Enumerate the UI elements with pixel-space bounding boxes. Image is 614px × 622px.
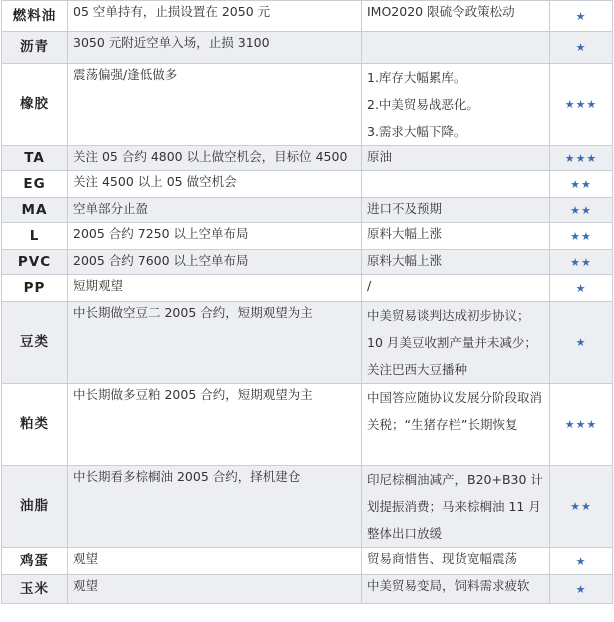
commodity-name: MA <box>2 198 68 223</box>
strategy-text: 震荡偏强/逢低做多 <box>73 67 178 82</box>
strategy-cell <box>68 548 362 575</box>
rating-stars-icon: ★★ <box>550 198 613 223</box>
strategy-text: 中长期做多豆粕 2005 合约，短期观望为主 <box>73 387 313 402</box>
reason-cell <box>362 275 550 302</box>
strategy-text: 3050 元附近空单入场，止损 3100 <box>73 35 270 50</box>
strategy-text: 2005 合约 7600 以上空单布局 <box>73 253 249 268</box>
strategy-cell <box>68 32 362 64</box>
reason-text: 贸易商惜售、现货宽幅震荡 <box>367 551 518 566</box>
reason-cell <box>362 302 550 384</box>
rating-stars-icon: ★★★ <box>550 64 613 146</box>
rating-stars-icon: ★ <box>550 32 613 64</box>
reason-text: 进口不及预期 <box>367 201 443 216</box>
strategy-cell <box>68 466 362 548</box>
reason-text: 3.需求大幅下降。 <box>367 124 467 139</box>
strategy-text: 关注 05 合约 4800 以上做空机会，目标位 4500 <box>73 149 348 164</box>
reason-text: 中美贸易变局，饲料需求疲软 <box>367 578 530 593</box>
table-body <box>2 1 613 604</box>
reason-cell <box>362 548 550 575</box>
reason-cell <box>362 384 550 466</box>
reason-cell <box>362 250 550 275</box>
table-row <box>2 146 613 171</box>
commodity-name: EG <box>2 171 68 198</box>
strategy-text: 短期观望 <box>73 278 124 293</box>
reason-cell <box>362 64 550 146</box>
reason-text: 关注巴西大豆播种 <box>367 362 468 377</box>
rating-stars-icon: ★ <box>550 1 613 32</box>
table-row <box>2 171 613 198</box>
strategy-cell <box>68 384 362 466</box>
reason-cell <box>362 146 550 171</box>
commodity-name: TA <box>2 146 68 171</box>
strategy-cell <box>68 575 362 604</box>
commodity-name: 油脂 <box>2 466 68 548</box>
strategy-cell <box>68 64 362 146</box>
table-row <box>2 575 613 604</box>
table-row <box>2 223 613 250</box>
table-row <box>2 466 613 548</box>
commodity-name: 粕类 <box>2 384 68 466</box>
strategy-table <box>1 0 613 604</box>
strategy-text: 中长期看多棕榈油 2005 合约，择机建仓 <box>73 469 301 484</box>
reason-text: / <box>367 278 372 293</box>
commodity-name: 玉米 <box>2 575 68 604</box>
reason-cell <box>362 575 550 604</box>
rating-stars-icon: ★ <box>550 575 613 604</box>
table-row <box>2 32 613 64</box>
table-row <box>2 1 613 32</box>
rating-stars-icon: ★★ <box>550 250 613 275</box>
reason-text: 印尼棕榈油减产，B20+B30 计划提振消费；马来棕榈油 11 月整体出口放缓 <box>367 472 543 541</box>
table-row <box>2 250 613 275</box>
commodity-name: 橡胶 <box>2 64 68 146</box>
strategy-cell <box>68 1 362 32</box>
reason-text: 原料大幅上涨 <box>367 226 443 241</box>
strategy-text: 空单部分止盈 <box>73 201 149 216</box>
strategy-cell <box>68 146 362 171</box>
strategy-text: 2005 合约 7250 以上空单布局 <box>73 226 249 241</box>
reason-text: 原油 <box>367 149 393 164</box>
strategy-cell <box>68 223 362 250</box>
commodity-name: PVC <box>2 250 68 275</box>
rating-stars-icon: ★★★ <box>550 384 613 466</box>
reason-cell <box>362 223 550 250</box>
strategy-cell <box>68 198 362 223</box>
commodity-name: 燃料油 <box>2 1 68 32</box>
reason-cell <box>362 1 550 32</box>
reason-text: 中美贸易谈判达成初步协议； <box>367 308 530 323</box>
rating-stars-icon: ★ <box>550 275 613 302</box>
rating-stars-icon: ★★★ <box>550 146 613 171</box>
reason-text: 原料大幅上涨 <box>367 253 443 268</box>
reason-cell <box>362 171 550 198</box>
rating-stars-icon: ★ <box>550 302 613 384</box>
commodity-name: PP <box>2 275 68 302</box>
reason-text: 2.中美贸易战恶化。 <box>367 97 479 112</box>
reason-text: 10 月美豆收割产量并未减少； <box>367 335 537 350</box>
table-row <box>2 302 613 384</box>
reason-cell <box>362 32 550 64</box>
commodity-name: L <box>2 223 68 250</box>
strategy-cell <box>68 275 362 302</box>
reason-text: 中国答应随协议发展分阶段取消关税；“生猪存栏”长期恢复 <box>367 390 543 432</box>
table-row <box>2 64 613 146</box>
strategy-cell <box>68 302 362 384</box>
commodity-name: 沥青 <box>2 32 68 64</box>
rating-stars-icon: ★★ <box>550 223 613 250</box>
strategy-text: 观望 <box>73 551 99 566</box>
commodity-name: 豆类 <box>2 302 68 384</box>
rating-stars-icon: ★ <box>550 548 613 575</box>
reason-cell <box>362 466 550 548</box>
reason-cell <box>362 198 550 223</box>
strategy-cell <box>68 250 362 275</box>
table-row <box>2 548 613 575</box>
strategy-text: 观望 <box>73 578 99 593</box>
table-row <box>2 275 613 302</box>
rating-stars-icon: ★★ <box>550 466 613 548</box>
rating-stars-icon: ★★ <box>550 171 613 198</box>
strategy-text: 05 空单持有，止损设置在 2050 元 <box>73 4 271 19</box>
strategy-cell <box>68 171 362 198</box>
strategy-text: 关注 4500 以上 05 做空机会 <box>73 174 237 189</box>
reason-text: IMO2020 限硫令政策松动 <box>367 4 515 19</box>
table-row <box>2 384 613 466</box>
commodity-name: 鸡蛋 <box>2 548 68 575</box>
table-row <box>2 198 613 223</box>
reason-text: 1.库存大幅累库。 <box>367 70 467 85</box>
strategy-text: 中长期做空豆二 2005 合约，短期观望为主 <box>73 305 313 320</box>
